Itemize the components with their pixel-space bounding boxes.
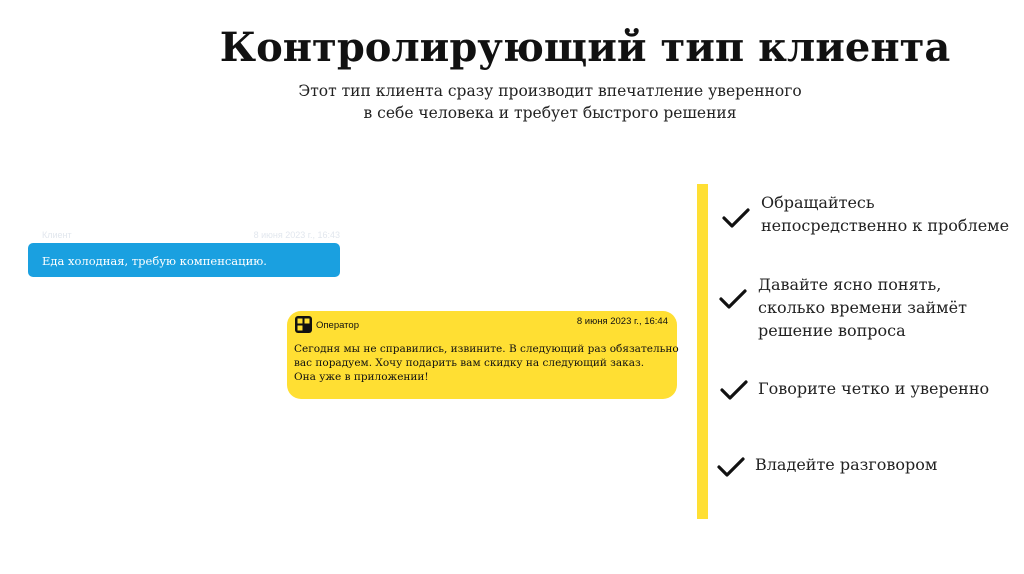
check-icon <box>721 206 751 230</box>
vertical-divider <box>697 184 708 519</box>
client-sender-name: Клиент <box>42 230 72 240</box>
tip-line: Давайте ясно понять, <box>758 275 942 294</box>
operator-message-line: Сегодня мы не справились, извините. В следующий раз обязательно <box>294 343 679 355</box>
check-icon <box>716 455 746 479</box>
tip-label <box>758 377 989 400</box>
operator-message-line: Она уже в приложении! <box>294 371 429 383</box>
tip-label <box>755 453 937 476</box>
client-message-text: Еда холодная, требую компенсацию. <box>42 254 267 268</box>
tip-line: сколько времени займёт <box>758 298 967 317</box>
operator-message-time: 8 июня 2023 г., 16:44 <box>576 316 668 327</box>
tip-line: Говорите четко и уверенно <box>758 379 990 398</box>
tip-line: Владейте разговором <box>755 455 938 474</box>
tip-label <box>758 273 967 342</box>
operator-sender-name: Оператор <box>316 320 359 331</box>
operator-message-bubble <box>287 311 677 399</box>
client-message-bubble <box>28 243 340 277</box>
client-message-meta <box>42 230 340 240</box>
tip-line: Обращайтесь <box>761 193 875 212</box>
client-message-time: 8 июня 2023 г., 16:43 <box>253 230 340 240</box>
tip-line: решение вопроса <box>758 321 906 340</box>
subtitle-line: Этот тип клиента сразу производит впечатление уверенного <box>298 82 802 100</box>
operator-message-line: вас порадуем. Хочу подарить вам скидку на следующий заказ. <box>294 357 645 369</box>
check-icon <box>719 378 749 402</box>
page-title: Контролирующий тип клиента <box>219 24 951 71</box>
operator-message-text <box>294 342 679 384</box>
tip-line: непосредственно к проблеме <box>761 216 1010 235</box>
operator-avatar-icon <box>295 316 312 333</box>
check-icon <box>718 287 748 311</box>
page-subtitle <box>250 80 850 124</box>
subtitle-line: в себе человека и требует быстрого решения <box>363 104 737 122</box>
tip-label <box>761 191 1009 237</box>
